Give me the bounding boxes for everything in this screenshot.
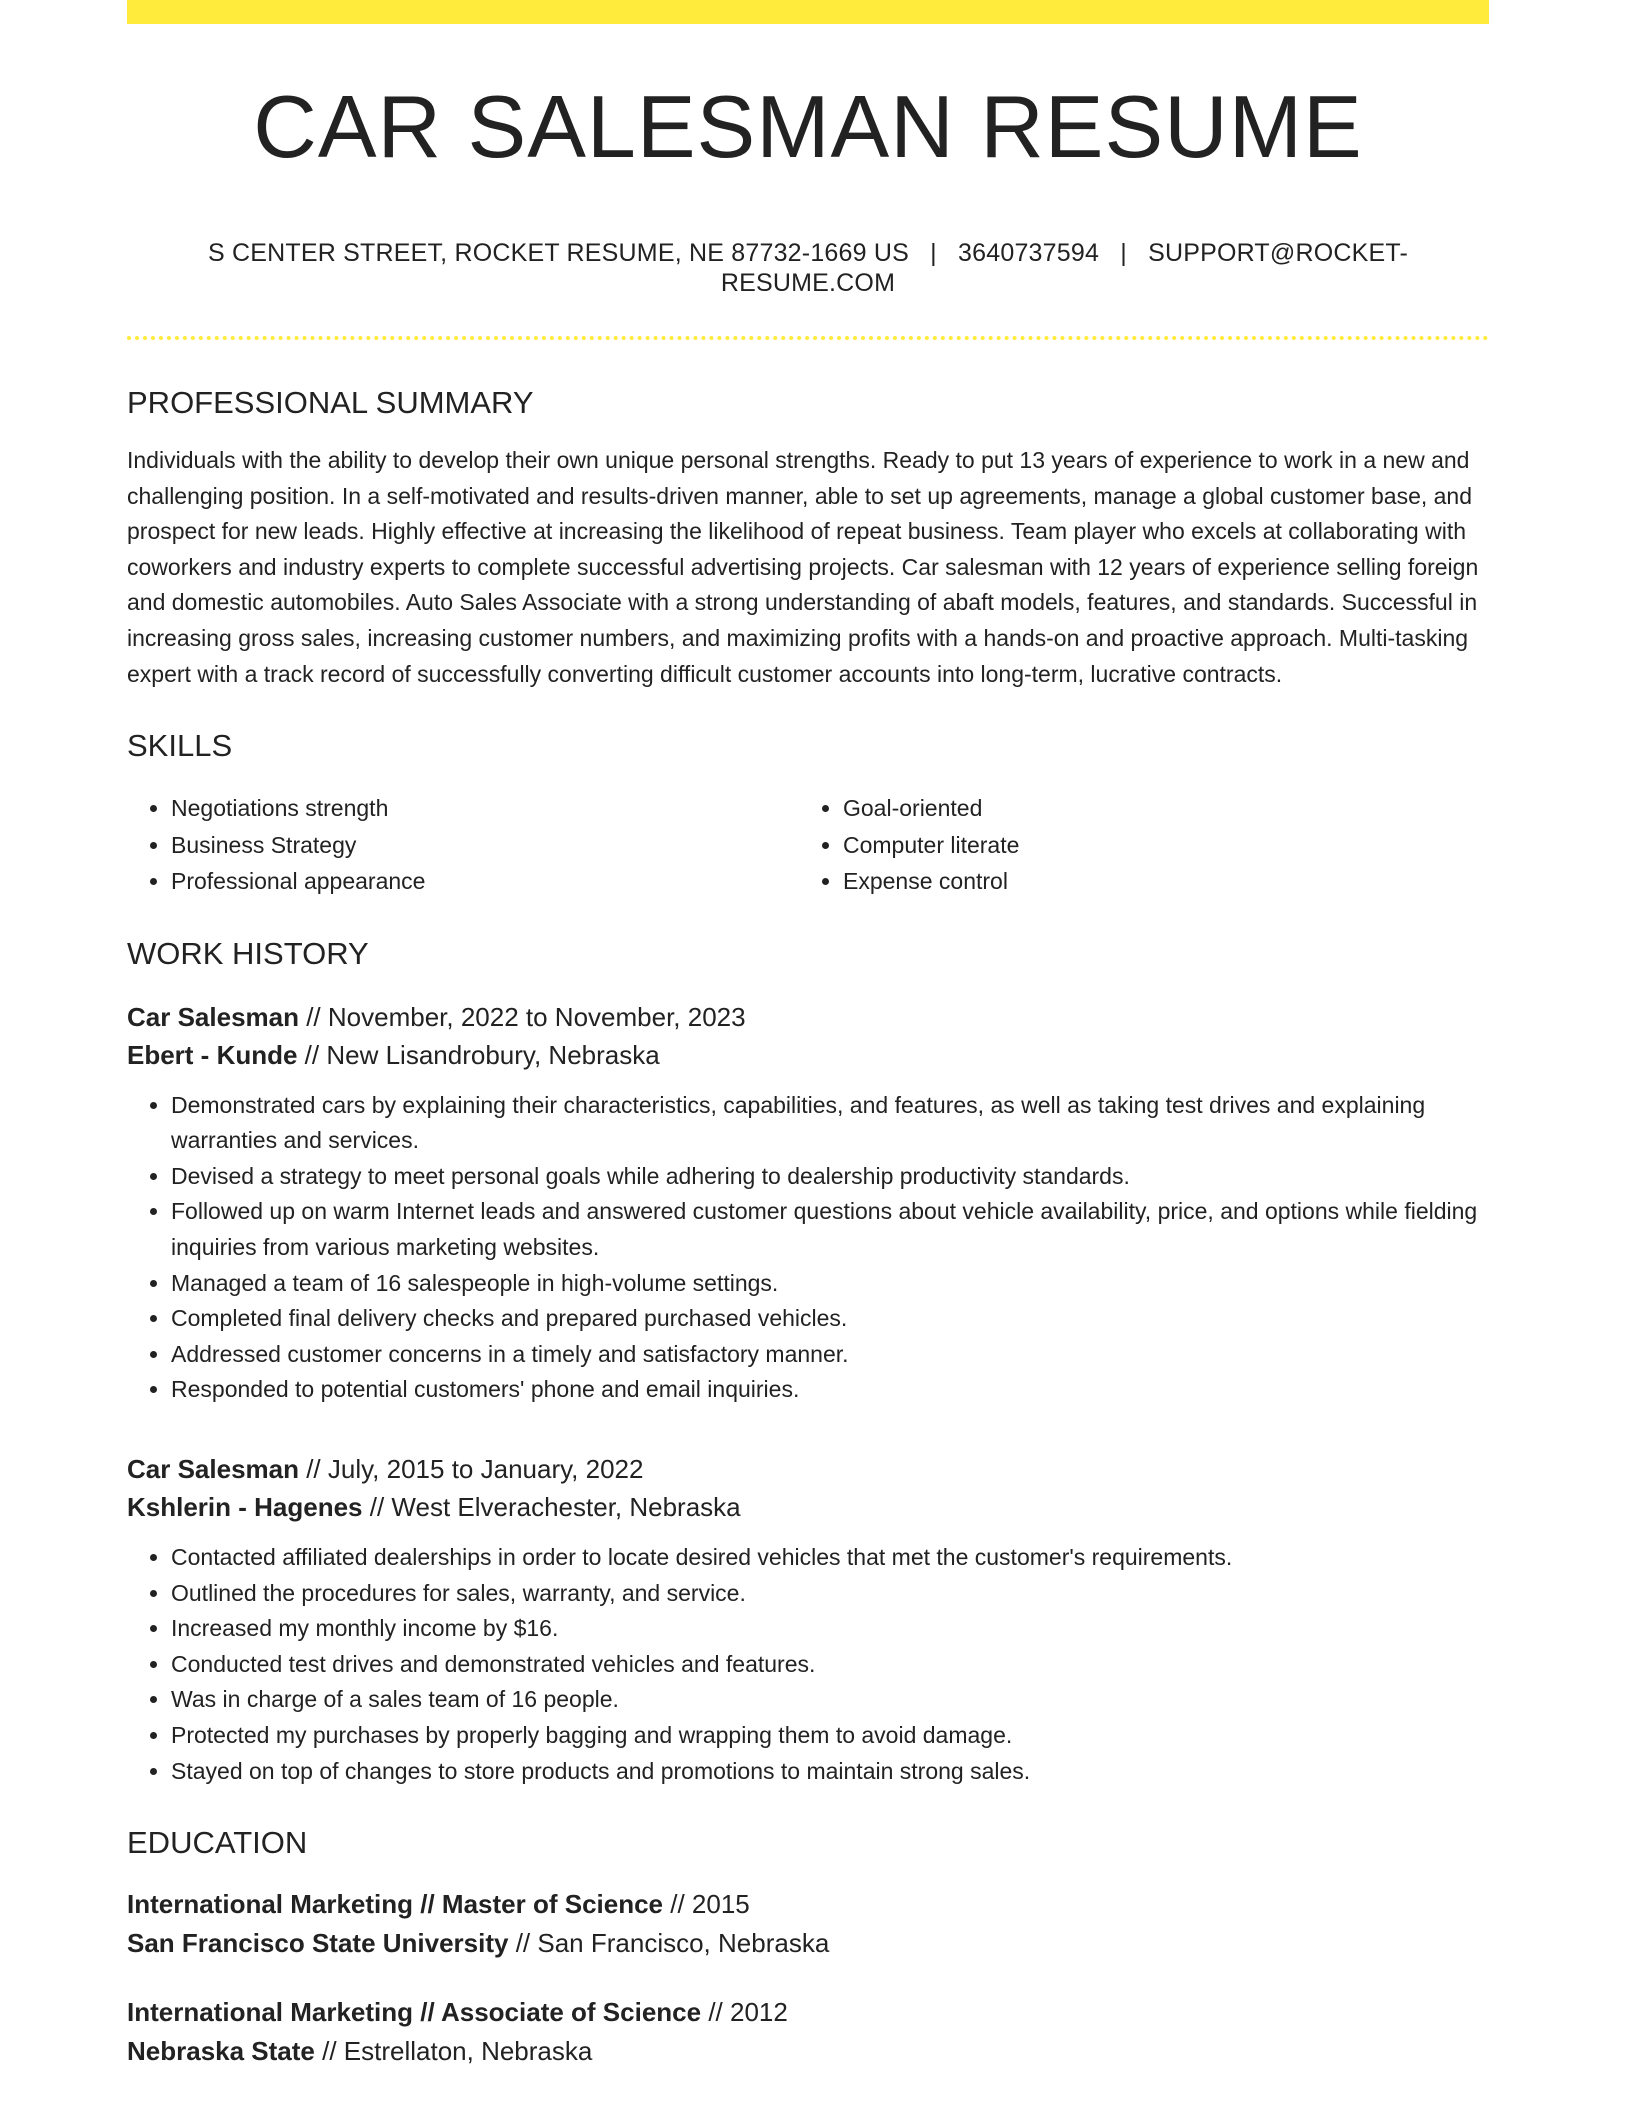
education-degree: International Marketing // Master of Science	[127, 1889, 664, 1920]
skills-column-left	[127, 790, 799, 900]
job-bullet: • Devised a strategy to meet personal goals while adhering to dealership productivity standards.	[171, 1159, 1489, 1195]
job-entry	[127, 998, 1489, 1408]
summary-heading: PROFESSIONAL SUMMARY	[127, 385, 534, 420]
job-location: // New Lisandrobury, Nebraska	[297, 1039, 660, 1070]
skill-item: • Professional appearance	[171, 863, 799, 900]
education-school: Nebraska State	[127, 2036, 315, 2067]
job-location: // West Elverachester, Nebraska	[362, 1492, 741, 1522]
job-bullet: • Managed a team of 16 salespeople in high-volume settings.	[171, 1266, 1489, 1302]
resume-title: CAR SALESMAN RESUME	[253, 77, 1363, 176]
job-company: Ebert - Kunde	[127, 1039, 298, 1070]
education-school-line	[127, 1924, 1489, 1963]
education-year: // 2012	[701, 1997, 788, 2028]
job-company-line	[127, 1488, 1489, 1526]
education-location: // Estrellaton, Nebraska	[314, 2036, 593, 2067]
skills-column-right	[799, 790, 1471, 900]
job-dates: // November, 2022 to November, 2023	[298, 1001, 746, 1032]
education-degree-line	[127, 1993, 1489, 2032]
contact-separator: |	[1120, 239, 1127, 267]
contact-line	[127, 238, 1489, 298]
job-dates: // July, 2015 to January, 2022	[298, 1454, 644, 1484]
job-bullet: • Followed up on warm Internet leads and answered customer questions about vehicle availability, price, and options while fielding inquiries from various marketing websites.	[171, 1194, 1489, 1265]
job-bullet: • Completed final delivery checks and prepared purchased vehicles.	[171, 1301, 1489, 1337]
education-heading: EDUCATION	[127, 1825, 308, 1861]
education-year: // 2015	[663, 1889, 750, 1920]
job-entry	[127, 1450, 1489, 1789]
job-bullet: • Contacted affiliated dealerships in order to locate desired vehicles that met the customer's requirements.	[171, 1540, 1489, 1576]
job-title: Car Salesman	[127, 1001, 299, 1032]
education-degree-line	[127, 1885, 1489, 1924]
work-history-heading: WORK HISTORY	[127, 935, 369, 971]
job-bullet: • Increased my monthly income by $16.	[171, 1611, 1489, 1647]
summary-text: Individuals with the ability to develop their own unique personal strengths. Ready to put 13 years of experience to work in a new and challenging position. In a self-motivated and results-driven manner, able to set up agreements, manage a global customer base, and prospect for new leads. Highly effective at increasing the likelihood of repeat business. Team player who excels at collaborating with coworkers and industry experts to complete successful advertising projects. Car salesman with 12 years of experience selling foreign and domestic automobiles. Auto Sales Associate with a strong understanding of abaft models, features, and standards. Successful in increasing gross sales, increasing customer numbers, and maximizing profits with a hands-on and proactive approach. Multi-tasking expert with a track record of successfully converting difficult customer accounts into long-term, lucrative contracts.	[127, 447, 1479, 687]
education-degree: International Marketing // Associate of Science	[127, 1997, 702, 2028]
skill-item: • Negotiations strength	[171, 790, 799, 827]
job-bullet: • Protected my purchases by properly bagging and wrapping them to avoid damage.	[171, 1718, 1489, 1754]
skill-item: • Goal-oriented	[843, 790, 1471, 827]
header-divider	[127, 336, 1489, 340]
job-title-line	[127, 1450, 1489, 1488]
job-bullet: • Outlined the procedures for sales, warranty, and service.	[171, 1576, 1489, 1612]
job-bullets	[127, 1540, 1489, 1789]
education-school-line	[127, 2032, 1489, 2071]
skills-list	[127, 790, 1489, 900]
contact-separator: |	[930, 239, 937, 267]
skill-item: • Expense control	[843, 863, 1471, 900]
resume-content	[127, 0, 1489, 2071]
job-bullet: • Stayed on top of changes to store products and promotions to maintain strong sales.	[171, 1754, 1489, 1790]
job-company: Kshlerin - Hagenes	[127, 1492, 363, 1522]
education-location: // San Francisco, Nebraska	[508, 1928, 830, 1959]
contact-address: S CENTER STREET, ROCKET RESUME, NE 87732-1669 US	[207, 239, 910, 267]
job-title-line	[127, 998, 1489, 1036]
education-school: San Francisco State University	[127, 1928, 509, 1959]
education-entry	[127, 1993, 1489, 2071]
contact-phone: 3640737594	[958, 239, 1100, 267]
job-company-line	[127, 1036, 1489, 1074]
contact-email: SUPPORT@ROCKET-RESUME.COM	[720, 239, 1408, 297]
skill-item: • Computer literate	[843, 827, 1471, 864]
job-bullet: • Responded to potential customers' phone and email inquiries.	[171, 1372, 1489, 1408]
job-bullet: • Was in charge of a sales team of 16 people.	[171, 1682, 1489, 1718]
skills-heading: SKILLS	[127, 728, 233, 764]
job-bullet: • Addressed customer concerns in a timely and satisfactory manner.	[171, 1337, 1489, 1373]
job-bullets	[127, 1088, 1489, 1408]
education-entry	[127, 1885, 1489, 1963]
job-bullet: • Demonstrated cars by explaining their characteristics, capabilities, and features, as well as taking test drives and explaining warranties and services.	[171, 1088, 1489, 1159]
job-bullet: • Conducted test drives and demonstrated vehicles and features.	[171, 1647, 1489, 1683]
job-title: Car Salesman	[127, 1454, 299, 1484]
skill-item: • Business Strategy	[171, 827, 799, 864]
